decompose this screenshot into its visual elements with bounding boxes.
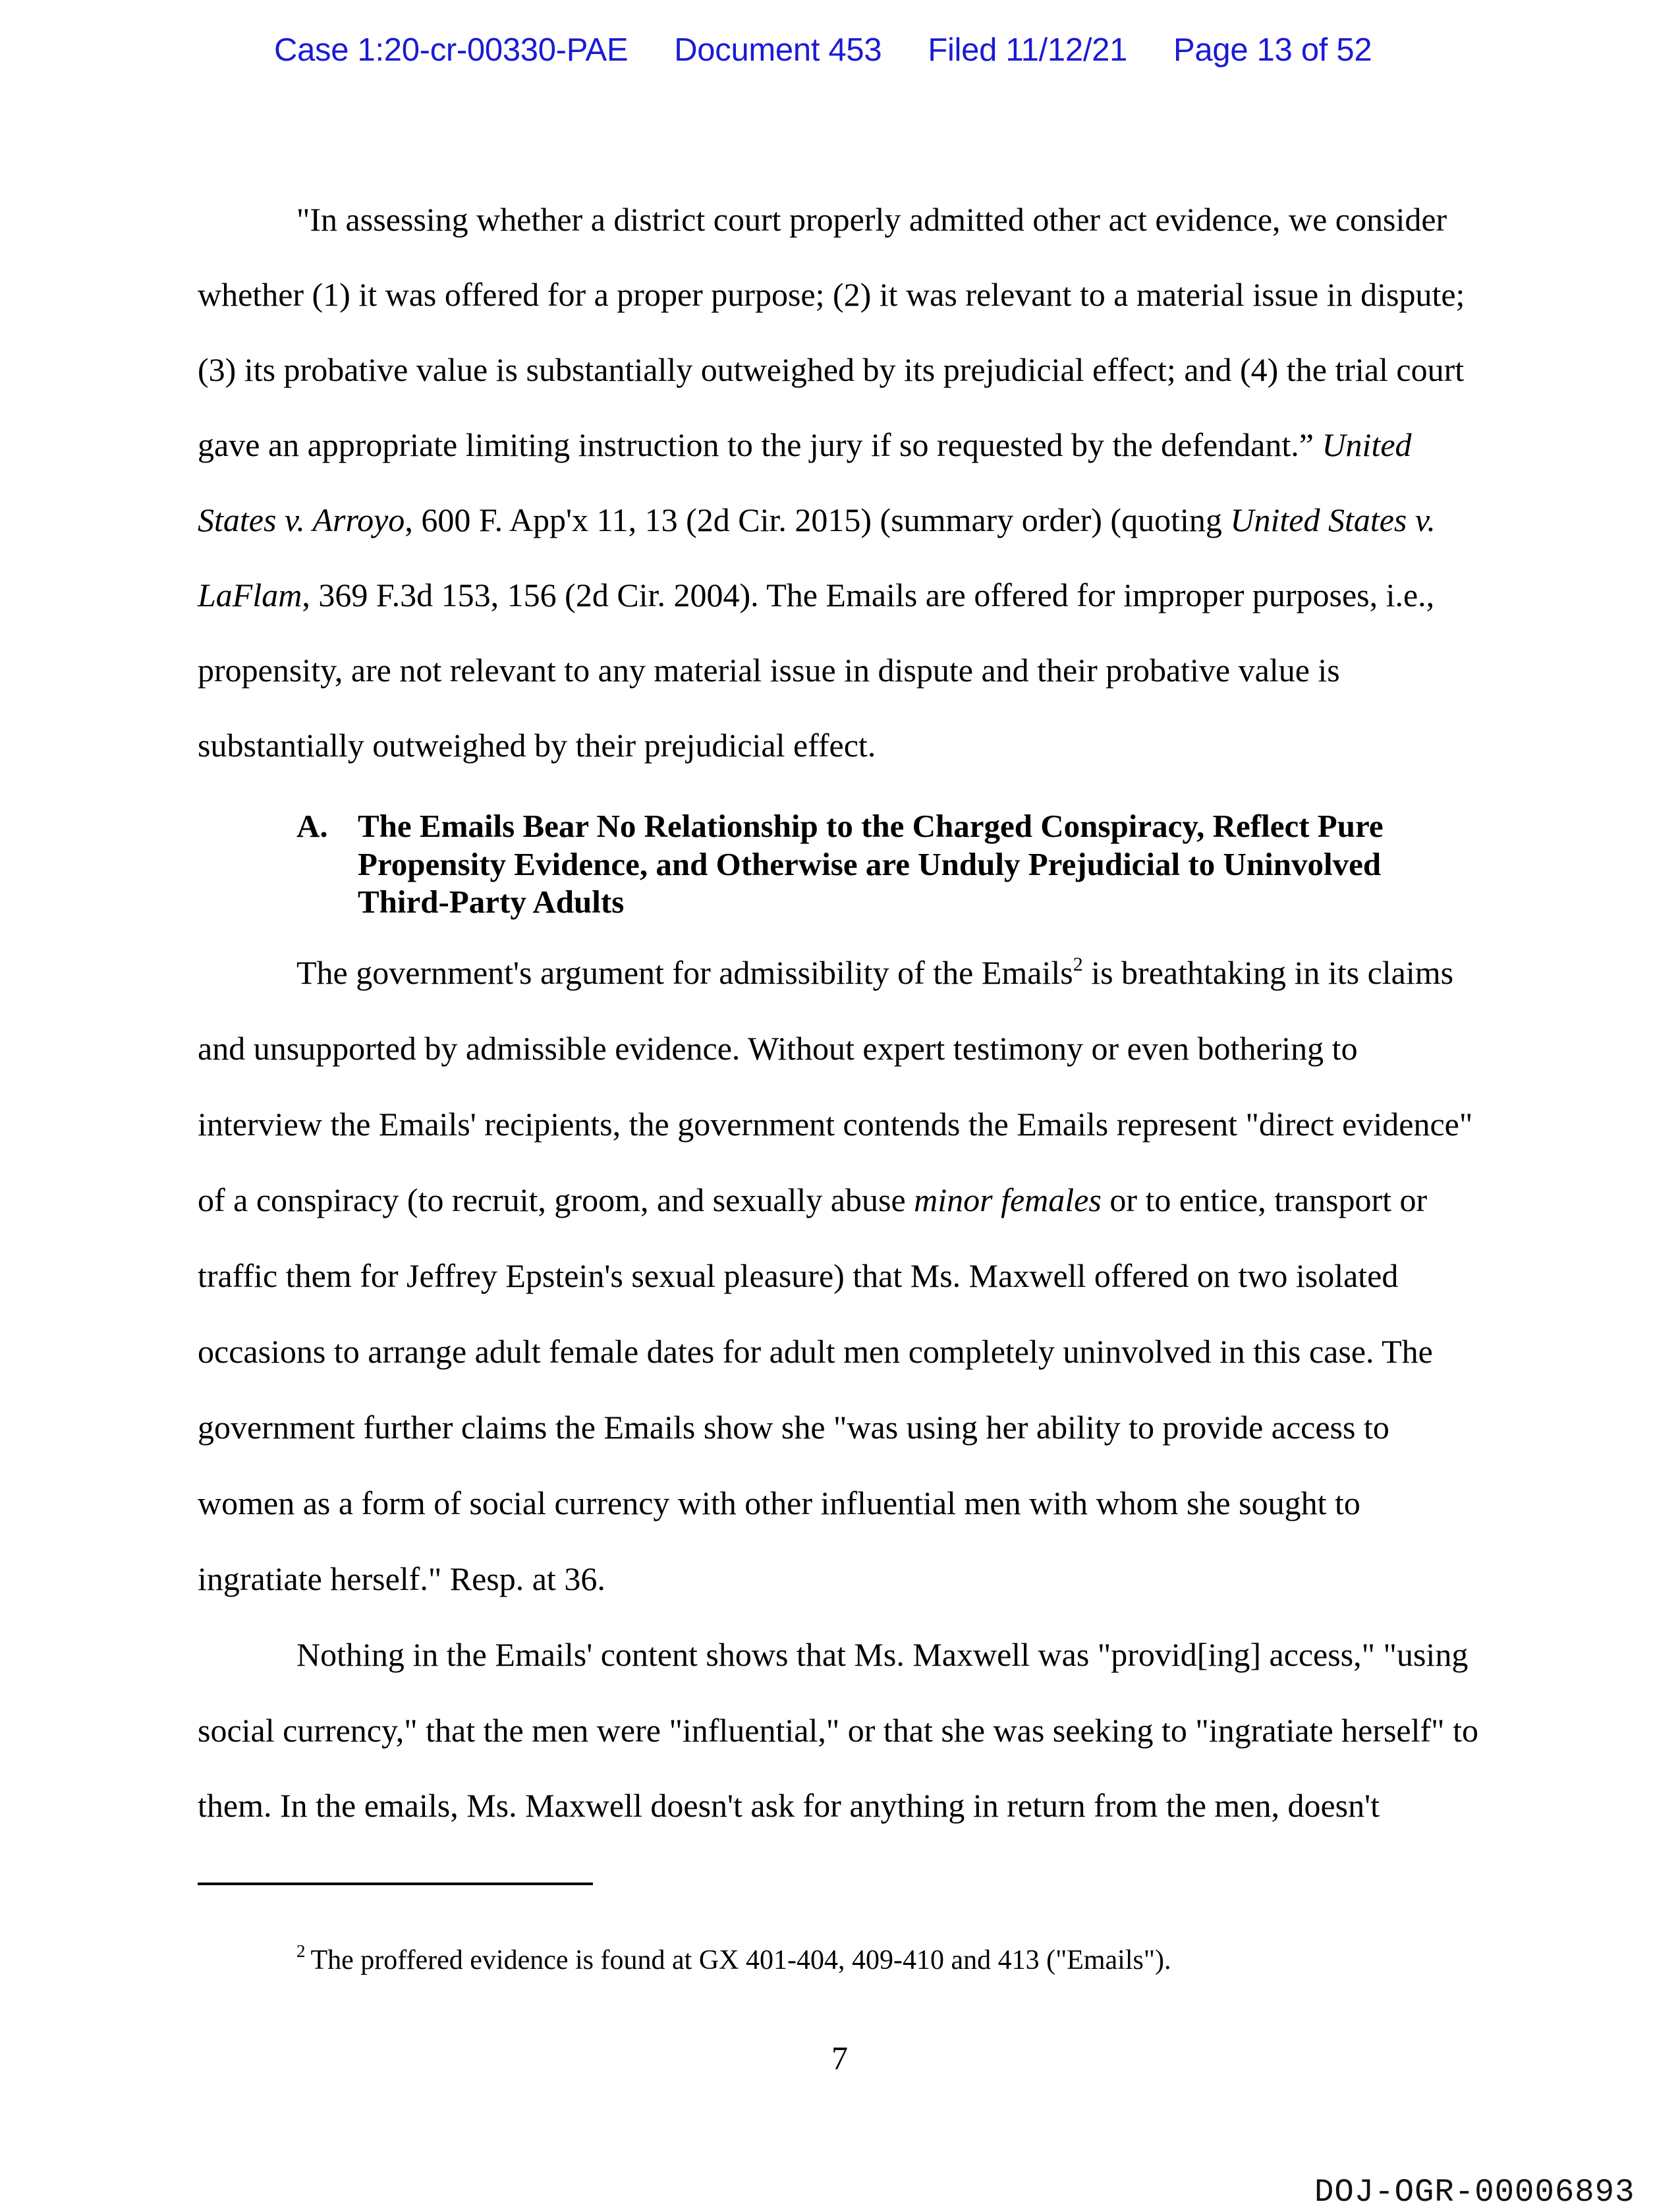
body-line [198, 1180, 1427, 1220]
body-line: women as a form of social currency with other influential men with whom she sought to [198, 1485, 1360, 1521]
body-line: occasions to arrange adult female dates for adult men completely uninvolved in this case. The [198, 1333, 1433, 1370]
body-line [198, 575, 1434, 615]
body-line [296, 953, 1453, 992]
body-line: Nothing in the Emails' content shows that Ms. Maxwell was "provid[ing] access," "using [296, 1636, 1469, 1673]
body-line: interview the Emails' recipients, the government contends the Emails represent "direct evidence" [198, 1106, 1473, 1143]
case-citation: United [1322, 426, 1412, 463]
body-line: "In assessing whether a district court properly admitted other act evidence, we consider [296, 201, 1447, 238]
footnote-text: The proffered evidence is found at GX 401-404, 409-410 and 413 ("Emails"). [310, 1945, 1171, 1975]
section-heading-line: Third-Party Adults [358, 884, 625, 920]
section-label: A. [296, 808, 328, 844]
body-line: social currency," that the men were "influential," or that she was seeking to "ingratiate herself" to [198, 1712, 1478, 1749]
section-heading-line: The Emails Bear No Relationship to the Charged Conspiracy, Reflect Pure [358, 808, 1384, 844]
section-heading-line: Propensity Evidence, and Otherwise are Unduly Prejudicial to Uninvolved [358, 846, 1382, 882]
header-filed-date: Filed 11/12/21 [928, 32, 1128, 68]
body-line: and unsupported by admissible evidence. Without expert testimony or even bothering to [198, 1030, 1358, 1067]
ecf-header [274, 32, 1372, 71]
header-document-number: Document 453 [674, 32, 882, 68]
bates-stamp: DOJ-OGR-00006893 [1314, 2174, 1635, 2211]
body-line: propensity, are not relevant to any material issue in dispute and their probative value is [198, 652, 1340, 689]
body-line: (3) its probative value is substantially outweighed by its prejudicial effect; and (4) the trial court [198, 351, 1465, 388]
body-line: whether (1) it was offered for a proper purpose; (2) it was relevant to a material issue in dispute; [198, 276, 1465, 313]
emphasis-text: minor females [914, 1181, 1102, 1218]
body-line: them. In the emails, Ms. Maxwell doesn't ask for anything in return from the men, doesn't [198, 1787, 1380, 1824]
footnote-reference[interactable]: 2 [1073, 953, 1083, 975]
body-line: government further claims the Emails show she "was using her ability to provide access to [198, 1409, 1389, 1446]
body-line [198, 500, 1436, 540]
case-citation: LaFlam [198, 577, 302, 613]
body-text: gave an appropriate limiting instruction to the jury if so requested by the defendant.” [198, 426, 1322, 463]
body-line: traffic them for Jeffrey Epstein's sexual pleasure) that Ms. Maxwell offered on two isolated [198, 1257, 1399, 1294]
body-text: is breathtaking in its claims [1082, 954, 1454, 991]
body-text: of a conspiracy (to recruit, groom, and sexually abuse [198, 1181, 914, 1218]
body-line: ingratiate herself." Resp. at 36. [198, 1560, 605, 1597]
body-text: , 600 F. App'x 11, 13 (2d Cir. 2015) (summary order) (quoting [405, 501, 1231, 538]
body-line: substantially outweighed by their prejudicial effect. [198, 727, 876, 764]
body-line [198, 425, 1412, 465]
footnote-number: 2 [296, 1941, 306, 1961]
case-citation: United States v. [1230, 501, 1436, 538]
header-page-count: Page 13 of 52 [1173, 32, 1372, 68]
case-citation: States v. Arroyo [198, 501, 405, 538]
header-case-number: Case 1:20-cr-00330-PAE [274, 32, 629, 68]
footnote-separator [198, 1883, 593, 1885]
body-text: The government's argument for admissibility of the Emails [296, 954, 1073, 991]
footnote [296, 1941, 1171, 1977]
page-number: 7 [831, 2039, 848, 2076]
body-text: , 369 F.3d 153, 156 (2d Cir. 2004). The Emails are offered for improper purposes, i.e., [302, 577, 1435, 613]
body-text: or to entice, transport or [1101, 1181, 1428, 1218]
